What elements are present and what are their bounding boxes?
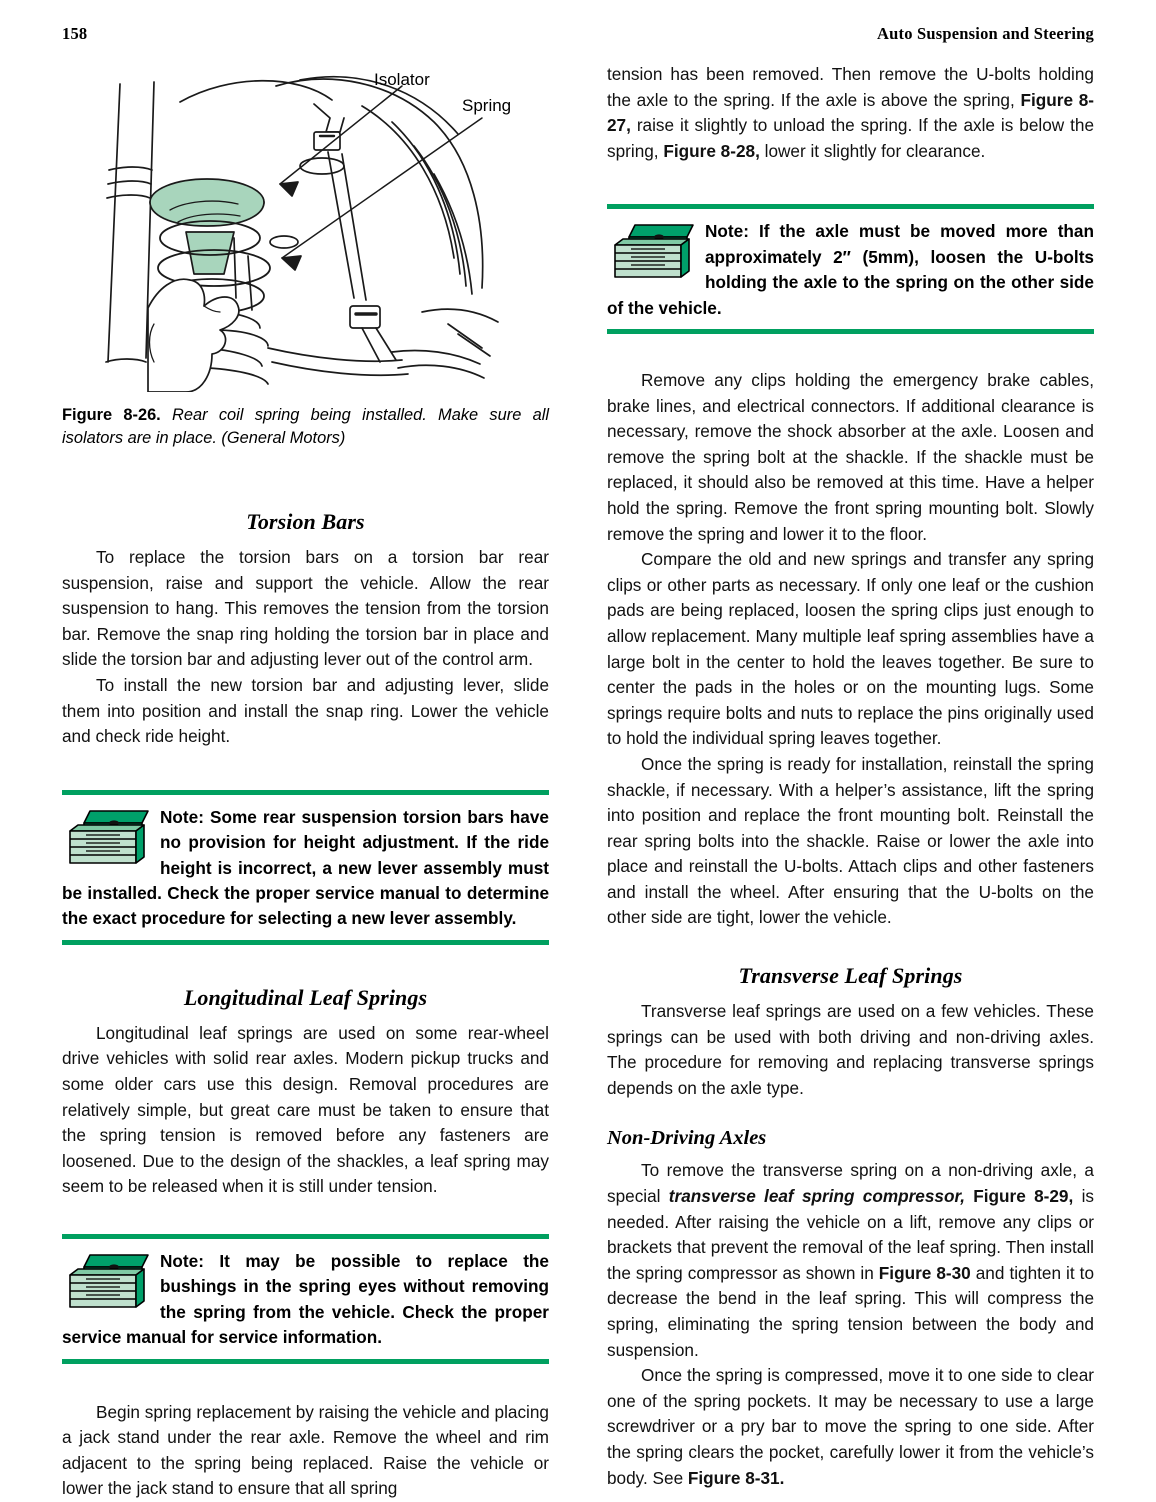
toolbox-icon <box>66 1251 152 1311</box>
paragraph-transverse: Transverse leaf springs are used on a few vehicles. These springs can be used with both driving and non-driving axles. The procedure for removing and replacing transverse springs depends on the axle type. <box>607 1001 1094 1098</box>
paragraph-continued <box>607 62 1094 164</box>
toolbox-icon <box>611 221 697 281</box>
continued-part-3: lower it slightly for clearance. <box>759 140 986 161</box>
figure-reference-8-29: Figure 8-29, <box>973 1186 1074 1207</box>
figure-reference-8-28: Figure 8-28, <box>663 140 760 161</box>
paragraph-begin-spring-replacement: Begin spring replacement by raising the vehicle and placing a jack stand under the rear axle. Remove the wheel and rim adjacent to the spring being replaced. Raise the vehicle or lower the jack stand to ensure that all spring <box>62 1401 549 1499</box>
note-content <box>62 795 549 940</box>
term-transverse-leaf-spring-compressor: transverse leaf spring compressor, <box>668 1186 965 1207</box>
note-box-bushings <box>62 1234 549 1364</box>
page-number: 158 <box>62 24 88 43</box>
figure-caption-text: Rear coil spring being installed. Make sure all isolators are in place. (General Motors) <box>62 406 550 447</box>
figure-caption <box>62 404 549 449</box>
figure-caption-number: Figure 8-26. <box>62 406 161 424</box>
paragraph-reinstall-spring: Once the spring is ready for installation, reinstall the spring shackle, if necessary. With a helper’s assistance, lift the spring into position and replace the front mounting bolt. Reinstall the rear spring bolts into the shackle. Raise or lower the axle into place and reinstall the U-bolts. Attach clips and other fasteners and install the wheel. After ensuring that the U-bolts on the other side are tight, lower the vehicle. <box>607 753 1094 928</box>
figure-label-isolator: Isolator <box>374 70 430 89</box>
note-rule-bottom <box>607 329 1094 334</box>
paragraph-torsion-2: To install the new torsion bar and adjusting lever, slide them into position and install the snap ring. Lower the vehicle and check ride height. <box>62 674 549 747</box>
two-column-body <box>62 62 1094 1499</box>
toolbox-icon <box>66 807 152 867</box>
paragraph-compare-springs: Compare the old and new springs and transfer any spring clips or other parts as necessary. If only one leaf or the cushion pads are being replaced, loosen the spring clips just enough to allow replacement. Many multiple leaf spring assemblies have a large bolt in the center to hold the leaves together. Be sure to center the pads in the holes or on the mounting lugs. Some springs require bolts and nuts to replace the pins originally used to hold the individual spring leaves together. <box>607 549 1094 749</box>
right-column <box>607 62 1094 1488</box>
figure-8-26 <box>62 62 549 392</box>
note-text-bushings: Note: It may be possible to replace the bushings in the spring eyes without removing the spring from the vehicle. Check the proper service manual for service information. <box>62 1250 549 1348</box>
figure-reference-8-31: Figure 8-31. <box>687 1467 785 1488</box>
note-text-torsion: Note: Some rear suspension torsion bars have no provision for height adjustment. If the ride height is incorrect, a new lever assembly must be installed. Check the proper service manual to determine the exact procedure for selecting a new lever assembly. <box>62 806 549 929</box>
book-title: Auto Suspension and Steering <box>877 24 1094 43</box>
figure-label-spring: Spring <box>462 96 512 115</box>
note-box-ubolts <box>607 204 1094 334</box>
figure-reference-8-30: Figure 8-30 <box>878 1262 971 1283</box>
running-head <box>62 24 1094 46</box>
note-content <box>62 1239 549 1359</box>
figure-reference-8-27: Figure 8-27, <box>607 89 1094 136</box>
note-rule-bottom <box>62 940 549 945</box>
paragraph-longitudinal-1: Longitudinal leaf springs are used on some rear-wheel drive vehicles with solid rear axles. Modern pickup trucks and some older cars use this design. Removal procedures are relatively simple, but great care must be taken to ensure that the spring tension is removed before any fasteners are loosened. Due to the design of the shackles, a leaf spring may seem to be released when it is still under tension. <box>62 1022 549 1197</box>
paragraph-remove-clips: Remove any clips holding the emergency brake cables, brake lines, and electrical connectors. If additional clearance is necessary, remove the shock absorber at the axle. Loosen and remove the spring bolt at the shackle. If the shackle must be replaced, it should also be removed at this time. Have a helper hold the spring. Remove the front spring mounting bolt. Slowly remove the spring and lower it to the floor. <box>607 370 1094 544</box>
continued-part-1: tension has been removed. Then remove the U-bolts holding the axle to the spring. If the axle is above the spring, <box>607 64 1094 110</box>
nd1-part-4: and tighten it to decrease the bend in the leaf spring. This will compress the spring, eliminating the spring tension between the body and suspension. <box>607 1262 1094 1360</box>
note-text-ubolts: Note: If the axle must be moved more than approximately 2″ (5mm), loosen the U-bolts holding the axle to the spring on the other side of the vehicle. <box>607 221 1094 318</box>
note-box-torsion <box>62 790 549 945</box>
heading-transverse-leaf-springs: Transverse Leaf Springs <box>738 963 963 989</box>
paragraph-non-driving-2 <box>607 1363 1094 1491</box>
paragraph-torsion-1: To replace the torsion bars on a torsion bar rear suspension, raise and support the vehicle. Allow the rear suspension to hang. This removes the tension from the torsion bar. Remove the snap ring holding the torsion bar in place and slide the torsion bar and adjusting lever out of the control arm. <box>62 547 549 670</box>
nd1-part-3: is needed. After raising the vehicle on a lift, remove any clips or brackets that prevent the removal of the leaf spring. Then install the spring compressor as shown in <box>607 1186 1094 1283</box>
continued-part-2: raise it slightly to unload the spring. If the axle is below the spring, <box>607 115 1094 161</box>
nd1-part-1: To remove the transverse spring on a non-driving axle, a special <box>607 1160 1094 1207</box>
heading-non-driving-axles: Non-Driving Axles <box>607 1127 767 1150</box>
note-content <box>607 209 1094 329</box>
nd2-part-1: Once the spring is compressed, move it to one side to clear one of the spring pockets. It may be necessary to use a large screwdriver or a pry bar to move the spring to one side. After the spring clears the pocket, carefully lower it from the vehicle’s body. See <box>607 1365 1094 1488</box>
paragraph-non-driving-1 <box>607 1158 1094 1363</box>
left-column <box>62 62 550 1499</box>
note-rule-bottom <box>62 1359 549 1364</box>
heading-torsion-bars: Torsion Bars <box>246 509 365 534</box>
heading-longitudinal-leaf-springs: Longitudinal Leaf Springs <box>183 984 428 1010</box>
